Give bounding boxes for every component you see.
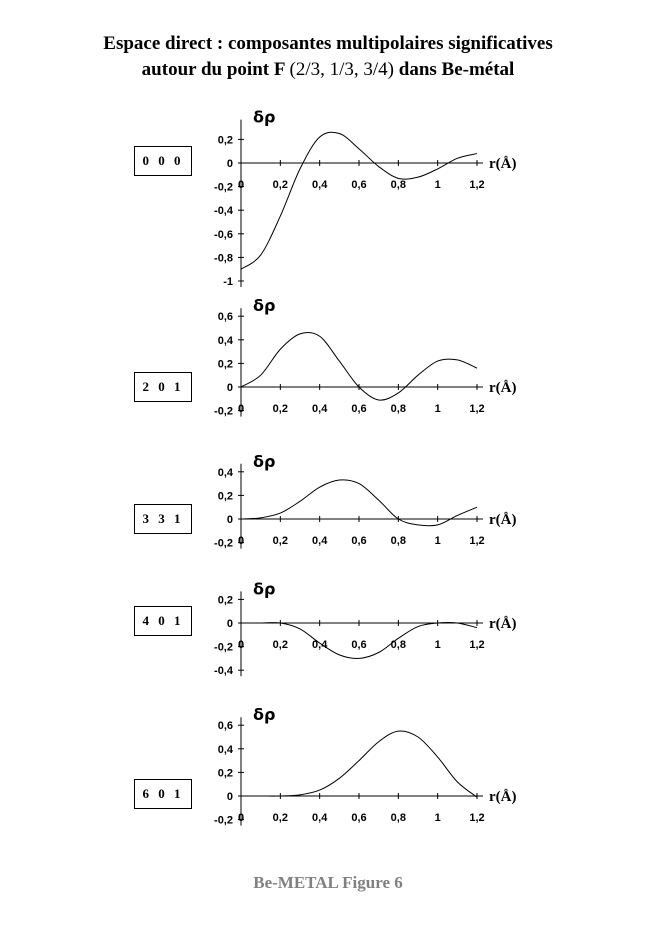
y-tick-label: 0,2 <box>217 358 233 371</box>
y-tick-label: -0,2 <box>214 181 233 194</box>
x-tick-label: 0,8 <box>390 179 406 191</box>
y-axis-label: δρ <box>253 705 276 725</box>
x-tick-label: 0,4 <box>312 179 328 191</box>
x-tick-label: 0,8 <box>390 639 406 651</box>
y-tick-label: 0,4 <box>217 334 233 347</box>
x-tick-label: 1,2 <box>469 535 485 547</box>
x-tick-label: 0,6 <box>351 535 367 547</box>
x-tick-label: 0,8 <box>390 812 406 824</box>
y-tick-label: -0,2 <box>214 405 233 418</box>
y-tick-label: 0,4 <box>217 466 233 479</box>
y-tick-label: -0,2 <box>214 814 233 827</box>
x-tick-label: 0,2 <box>272 535 288 547</box>
x-axis-label: r(Å) <box>489 156 517 172</box>
x-tick-label: 1 <box>434 403 441 415</box>
x-tick-label: 0,8 <box>390 403 406 415</box>
y-tick-label: 0 <box>226 791 233 803</box>
y-tick-label: 0,6 <box>217 311 233 324</box>
x-tick-label: 1 <box>434 639 441 651</box>
x-tick-label: 1,2 <box>469 403 485 415</box>
y-tick-label: 0 <box>226 514 233 526</box>
x-tick-label: 0,2 <box>272 639 288 651</box>
y-axis-label: δρ <box>253 579 276 599</box>
y-tick-label: 0,6 <box>217 720 233 733</box>
x-tick-label: 0,8 <box>390 535 406 547</box>
x-axis-label: r(Å) <box>489 789 517 805</box>
title-line-2-pre: autour du point F <box>141 59 285 80</box>
series-line <box>241 731 477 797</box>
x-axis-label: r(Å) <box>489 512 517 528</box>
series-line <box>241 132 477 269</box>
x-tick-label: 0,2 <box>272 403 288 415</box>
y-tick-label: 0 <box>226 618 233 630</box>
y-tick-label: 0,2 <box>217 134 233 147</box>
y-tick-label: 0,2 <box>217 594 233 607</box>
x-tick-label: 1,2 <box>469 812 485 824</box>
y-axis-label: δρ <box>253 296 276 316</box>
multipole-code-box: 6 0 1 <box>134 779 192 809</box>
x-tick-label: 0 <box>237 403 245 415</box>
x-tick-label: 0,2 <box>272 179 288 191</box>
y-tick-label: 0 <box>226 382 233 394</box>
y-tick-label: 0 <box>226 158 233 170</box>
title-line-1: Espace direct : composantes multipolaires significatives <box>103 33 553 54</box>
x-tick-label: 0,6 <box>351 403 367 415</box>
multipole-code-box: 4 0 1 <box>134 606 192 636</box>
y-tick-label: -0,6 <box>214 228 233 241</box>
x-tick-label: 0,4 <box>312 535 328 547</box>
figure-caption: Be-METAL Figure 6 <box>253 873 403 892</box>
x-tick-label: 1,2 <box>469 179 485 191</box>
x-tick-label: 0,4 <box>312 403 328 415</box>
title-line-2-post: dans Be-métal <box>398 59 515 80</box>
y-tick-label: -0,4 <box>214 205 233 218</box>
multipole-code-box: 0 0 0 <box>134 146 192 176</box>
y-tick-label: -1 <box>223 276 233 288</box>
x-tick-label: 1 <box>434 179 441 191</box>
x-tick-label: 0 <box>237 535 245 547</box>
title-line-2-coords: (2/3, 1/3, 3/4) <box>289 59 394 80</box>
y-tick-label: 0,2 <box>217 490 233 503</box>
x-tick-label: 0,6 <box>351 639 367 651</box>
x-tick-label: 0 <box>237 179 245 191</box>
x-tick-label: 1,2 <box>469 639 485 651</box>
y-tick-label: -0,8 <box>214 252 233 265</box>
x-tick-label: 1 <box>434 535 441 547</box>
multipole-code-box: 2 0 1 <box>134 372 192 402</box>
y-tick-label: 0,2 <box>217 767 233 780</box>
y-tick-label: 0,4 <box>217 743 233 756</box>
y-axis-label: δρ <box>253 451 276 471</box>
x-tick-label: 0,4 <box>312 812 328 824</box>
y-tick-label: -0,4 <box>214 665 233 678</box>
x-tick-label: 0 <box>237 639 245 651</box>
y-tick-label: -0,2 <box>214 641 233 654</box>
x-tick-label: 0,6 <box>351 812 367 824</box>
y-axis-label: δρ <box>253 107 276 127</box>
x-tick-label: 0 <box>237 812 245 824</box>
y-tick-label: -0,2 <box>214 537 233 550</box>
x-tick-label: 0,2 <box>272 812 288 824</box>
x-tick-label: 0,6 <box>351 179 367 191</box>
x-tick-label: 1 <box>434 812 441 824</box>
x-axis-label: r(Å) <box>489 616 517 632</box>
x-tick-label: 0,4 <box>312 639 328 651</box>
x-axis-label: r(Å) <box>489 380 517 396</box>
multipole-code-box: 3 3 1 <box>134 504 192 534</box>
